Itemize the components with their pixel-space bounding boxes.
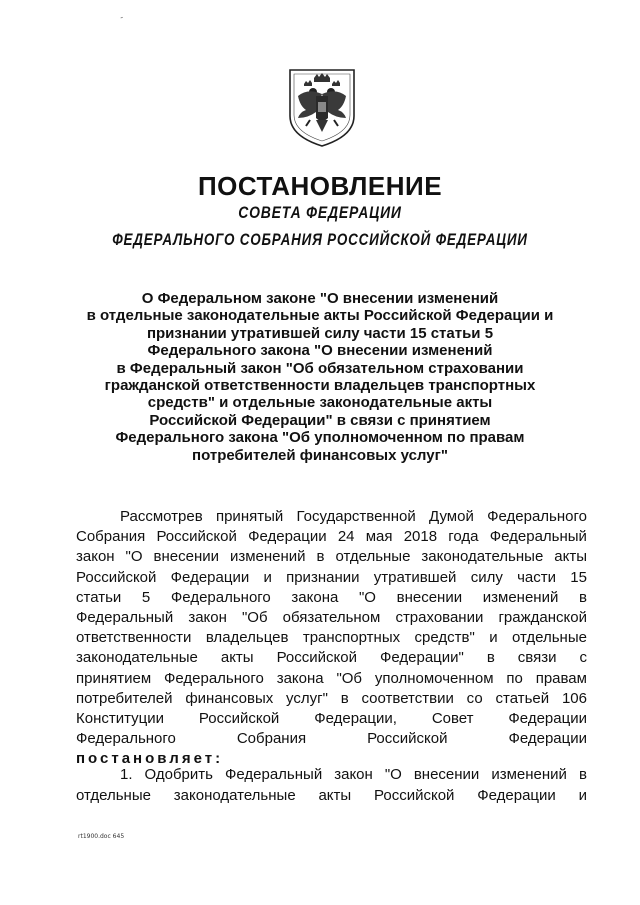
word: 24	[337, 528, 355, 546]
coat-of-arms-icon	[284, 66, 360, 148]
word: Федерации	[170, 568, 250, 586]
preamble-paragraph	[76, 507, 587, 770]
text-line	[76, 764, 587, 785]
word: отдельные	[335, 548, 411, 566]
word: владельцев	[205, 629, 289, 647]
word: Федерального	[76, 730, 176, 748]
word: "О	[384, 766, 402, 783]
heading-line: в отдельные законодательные акты Российской Федерации и	[86, 307, 554, 325]
word: принятием	[76, 669, 152, 687]
word: закона	[291, 588, 339, 606]
resolution-heading	[60, 290, 580, 464]
heading-line: средств" и отдельные законодательные акты	[147, 394, 493, 412]
resolves-word: постановляет:	[76, 750, 224, 768]
word: Государственной	[296, 508, 416, 525]
heading-line: О Федеральном законе "О внесении изменений	[141, 290, 499, 307]
text-line	[76, 547, 587, 567]
word: Российской	[198, 710, 280, 728]
word: "О	[125, 548, 143, 566]
document-subtitle-assembly: ФЕДЕРАЛЬНОГО СОБРАНИЯ РОССИЙСКОЙ ФЕДЕРАЦИИ	[112, 230, 528, 249]
word: в	[578, 588, 587, 606]
text-line	[76, 785, 587, 806]
word: Российской	[374, 787, 455, 804]
word: Российской	[76, 568, 157, 586]
word: по	[506, 669, 523, 687]
word: внесении	[153, 548, 219, 566]
word: Федерации	[477, 787, 556, 804]
word: соответствии	[361, 689, 454, 707]
word: Конституции	[76, 710, 165, 728]
word: Федеральный	[489, 528, 587, 546]
text-line	[76, 669, 587, 689]
word: обязательном	[282, 609, 381, 627]
word: Федеральный	[224, 766, 323, 783]
word: транспортных	[302, 629, 401, 647]
text-line	[76, 527, 587, 547]
word: Думой	[428, 508, 474, 525]
word: закон	[188, 609, 227, 627]
word: в	[340, 689, 349, 707]
word: Федерального	[487, 508, 587, 525]
text-line	[76, 729, 587, 749]
word: внесении	[413, 766, 480, 783]
word: изменений	[491, 766, 567, 783]
word: законодательные	[173, 787, 296, 804]
word: 5	[141, 588, 151, 606]
word: мая	[365, 528, 393, 546]
text-line	[76, 709, 587, 729]
word: статьей	[495, 689, 550, 707]
text-line	[76, 648, 587, 668]
word: 1.	[120, 766, 133, 783]
footer-doc-code: rt1900.doc 645	[78, 833, 125, 840]
word: с	[579, 649, 587, 667]
word: изменений	[482, 588, 559, 606]
word: Федерального	[163, 669, 264, 687]
word: Российской	[156, 528, 237, 546]
word: закон	[76, 548, 115, 566]
word: Федерации,	[314, 710, 397, 728]
heading-line: Федерального закона "О внесении изменений	[147, 342, 493, 360]
text-line	[76, 507, 587, 527]
word: акты	[554, 548, 587, 566]
word: Рассмотрев	[120, 508, 203, 525]
word: Федерального	[170, 588, 271, 606]
word: Федерации	[508, 710, 587, 728]
word: услуг"	[286, 689, 328, 707]
word: со	[466, 689, 483, 707]
word: отдельные	[512, 629, 587, 647]
word: Российской	[276, 649, 357, 667]
word: внесении	[396, 588, 463, 606]
word: признании	[286, 568, 360, 586]
heading-line: Российской Федерации" в связи с принятием	[149, 411, 491, 429]
word: Совет	[431, 710, 474, 728]
word: утратившей	[373, 568, 457, 586]
text-line	[76, 588, 587, 608]
text-line	[76, 608, 587, 628]
text-line	[76, 689, 587, 709]
word: средств"	[414, 629, 475, 647]
text-line	[76, 628, 587, 648]
word: Российской	[367, 730, 448, 748]
word: в	[486, 649, 495, 667]
word: страховании	[395, 609, 484, 627]
document-title: ПОСТАНОВЛЕНИЕ	[197, 171, 443, 201]
word: 15	[570, 568, 587, 586]
word: Федерации"	[379, 649, 464, 667]
word: года	[448, 528, 479, 546]
heading-line: потребителей финансовых услуг"	[192, 446, 448, 464]
word: изменений	[229, 548, 306, 566]
word: законодательные	[421, 548, 544, 566]
heading-line: в Федеральный закон "Об обязательном страховании	[116, 359, 524, 377]
word: связи	[517, 649, 557, 667]
word: акты	[220, 649, 254, 667]
word: принятый	[215, 508, 284, 525]
word: Федерации	[248, 528, 327, 546]
word: Одобрить	[144, 766, 213, 783]
word: закона	[276, 669, 324, 687]
heading-line: Федерального закона "Об уполномоченном по правам	[115, 429, 525, 447]
word: правам	[535, 669, 587, 687]
word: силу	[470, 568, 503, 586]
word: в	[578, 766, 587, 783]
word: Федеральный	[76, 609, 174, 627]
word: уполномоченном	[374, 669, 494, 687]
word: гражданской	[498, 609, 587, 627]
heading-line: гражданской ответственности владельцев транспортных	[104, 377, 536, 395]
word: финансовых	[185, 689, 274, 707]
word: "Об	[336, 669, 363, 687]
word: законодательные	[76, 649, 198, 667]
item-1-paragraph	[76, 764, 587, 806]
word: 106	[561, 689, 587, 707]
word: в	[316, 548, 325, 566]
word: потребителей	[76, 689, 173, 707]
word: статьи	[76, 588, 122, 606]
word: и	[578, 787, 587, 804]
word: ответственности	[76, 629, 192, 647]
word: Собрания	[76, 528, 146, 546]
word: Федерации	[508, 730, 587, 748]
word: отдельные	[76, 787, 151, 804]
word: части	[517, 568, 556, 586]
document-subtitle-council: СОВЕТА ФЕДЕРАЦИИ	[238, 203, 402, 222]
word: и	[263, 568, 272, 586]
word: и	[489, 629, 498, 647]
corner-mark: -	[118, 11, 125, 23]
word: "О	[358, 588, 376, 606]
word: Собрания	[236, 730, 307, 748]
word: 2018	[403, 528, 438, 546]
word: акты	[318, 787, 352, 804]
text-line	[76, 568, 587, 588]
word: "Об	[241, 609, 268, 627]
heading-line: признании утратившей силу части 15 статьи 5	[146, 324, 494, 342]
word: закон	[334, 766, 373, 783]
